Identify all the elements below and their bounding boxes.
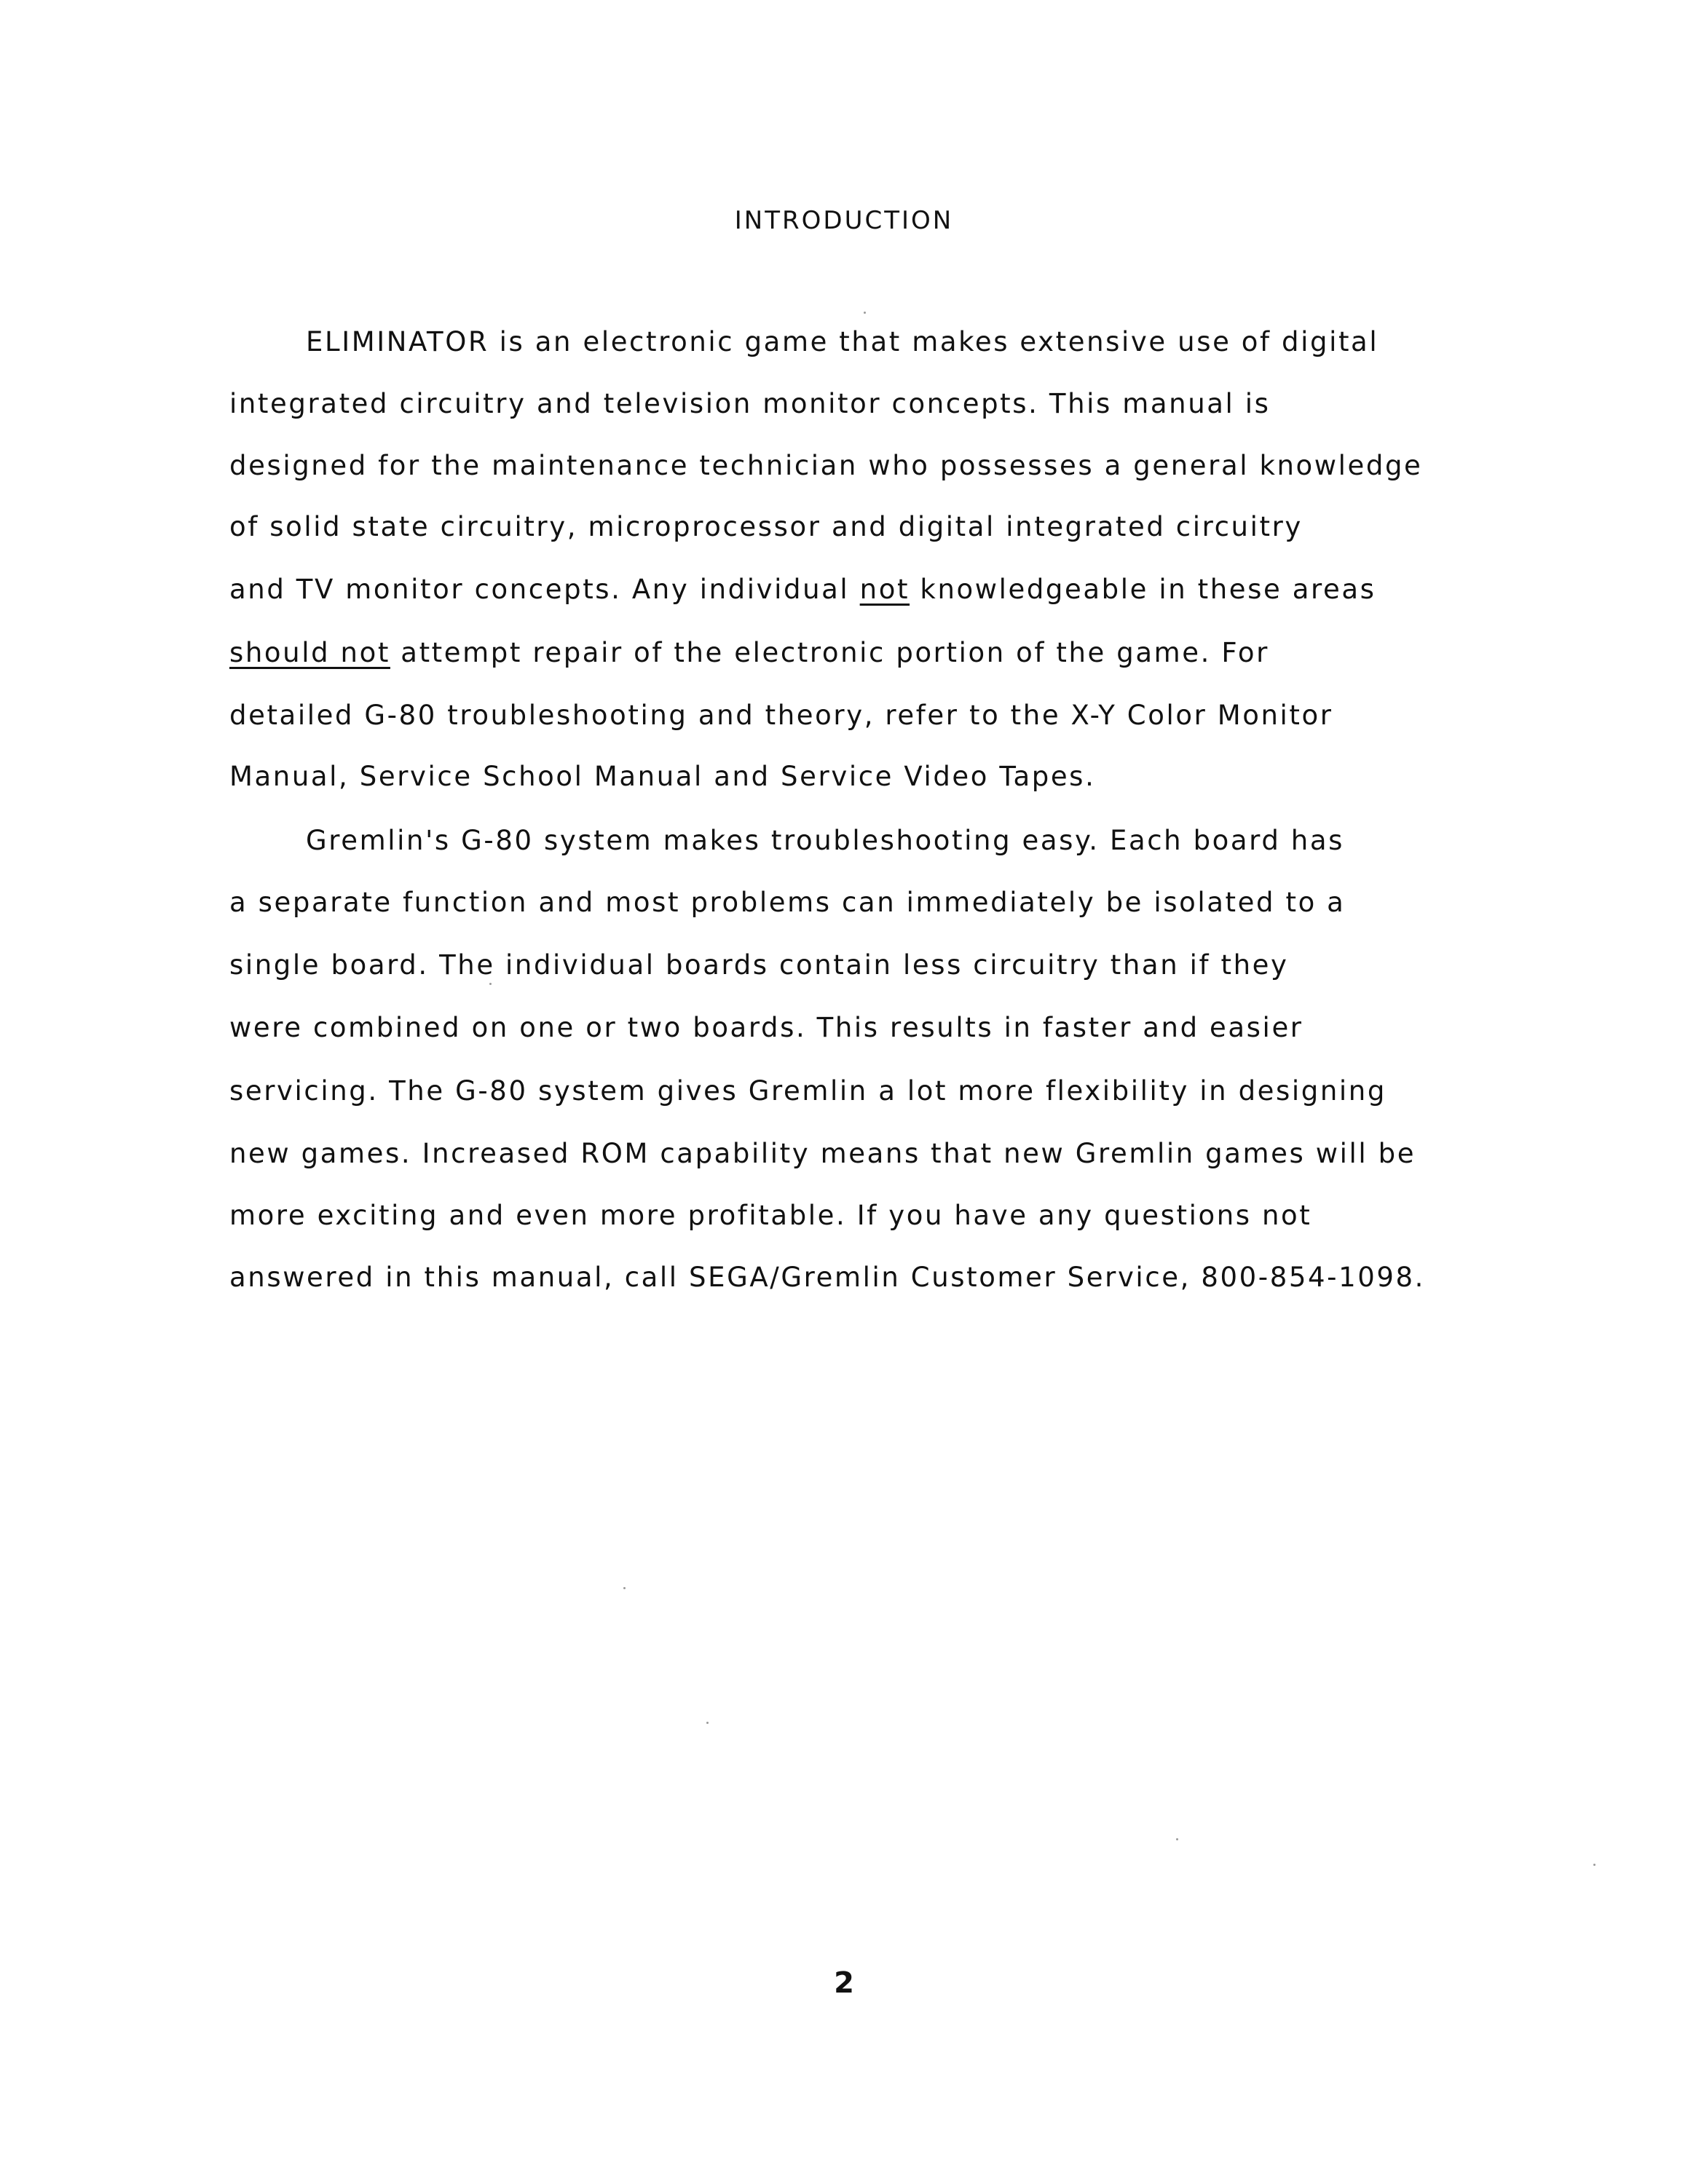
scan-speck: [1593, 1864, 1596, 1866]
text-line: answered in this manual, call SEGA/Gremlin Customer Service, 800-854-1098.: [229, 1262, 1426, 1293]
text-segment: and TV monitor concepts. Any individual: [229, 574, 860, 605]
scan-speck: [623, 1587, 626, 1589]
text-segment: knowledgeable in these areas: [910, 574, 1376, 605]
scan-speck: [489, 983, 492, 985]
scan-speck: [864, 312, 866, 314]
underlined-text: should not: [229, 637, 390, 668]
text-line: single board. The individual boards contain less circuitry than if they: [229, 949, 1289, 981]
page-number: 2: [834, 1966, 854, 2000]
text-line: were combined on one or two boards. This results in faster and easier: [229, 1012, 1304, 1043]
scan-speck: [706, 1722, 709, 1724]
text-line: [229, 637, 1269, 669]
text-line: ELIMINATOR is an electronic game that makes extensive use of digital: [306, 326, 1379, 357]
text-line: Manual, Service School Manual and Service Video Tapes.: [229, 761, 1096, 792]
text-line: detailed G-80 troubleshooting and theory, refer to the X-Y Color Monitor: [229, 700, 1333, 731]
text-line: servicing. The G-80 system gives Gremlin a lot more flexibility in designing: [229, 1075, 1387, 1107]
text-line: of solid state circuitry, microprocessor and digital integrated circuitry: [229, 511, 1303, 542]
text-line: integrated circuitry and television monitor concepts. This manual is: [229, 388, 1271, 419]
page-title: INTRODUCTION: [734, 206, 954, 235]
text-line: [229, 574, 1376, 606]
text-line: new games. Increased ROM capability means that new Gremlin games will be: [229, 1138, 1416, 1169]
text-line: more exciting and even more profitable. If you have any questions not: [229, 1200, 1312, 1231]
underlined-text: not: [859, 574, 910, 605]
text-line: a separate function and most problems can immediately be isolated to a: [229, 887, 1346, 918]
text-line: designed for the maintenance technician who possesses a general knowledge: [229, 450, 1423, 481]
text-segment: attempt repair of the electronic portion of the game. For: [390, 637, 1269, 668]
text-line: Gremlin's G-80 system makes troubleshooting easy. Each board has: [306, 825, 1344, 856]
scan-speck: [1176, 1838, 1178, 1840]
